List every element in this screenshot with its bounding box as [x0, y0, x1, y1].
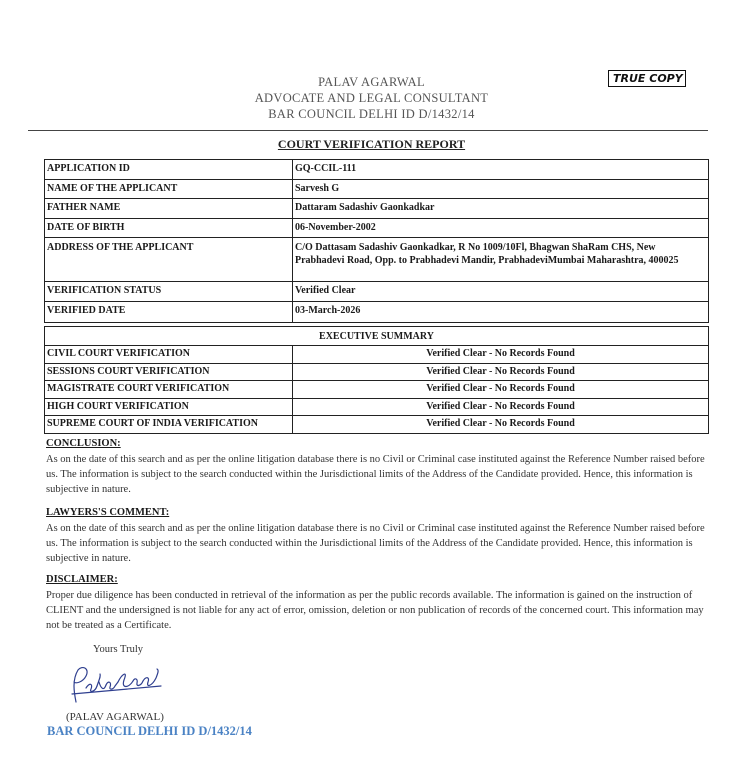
table-row — [45, 199, 709, 219]
table-row — [45, 160, 709, 180]
letterhead-role: ADVOCATE AND LEGAL CONSULTANT — [254, 91, 489, 105]
table-header-row — [45, 327, 709, 346]
summary-row-label: CIVIL COURT VERIFICATION — [45, 346, 293, 364]
summary-row-label: SESSIONS COURT VERIFICATION — [45, 363, 293, 381]
table-row — [45, 301, 709, 322]
summary-row-value: Verified Clear - No Records Found — [293, 363, 709, 381]
lawyers-comment-title: LAWYERS'S COMMENT: — [46, 507, 170, 518]
application-id-value: GQ-CCIL-111 — [293, 160, 709, 180]
summary-row-value: Verified Clear - No Records Found — [293, 346, 709, 364]
signatory-name: (PALAV AGARWAL) — [66, 711, 164, 723]
disclaimer-title: DISCLAIMER: — [46, 574, 118, 585]
conclusion-title: CONCLUSION: — [46, 438, 121, 449]
summary-row-label: HIGH COURT VERIFICATION — [45, 398, 293, 416]
table-row — [45, 346, 709, 364]
signatory-bar-id: BAR COUNCIL DELHI ID D/1432/14 — [47, 724, 252, 738]
application-id-label: APPLICATION ID — [45, 160, 293, 180]
summary-row-value: Verified Clear - No Records Found — [293, 416, 709, 434]
table-row — [45, 238, 709, 282]
summary-row-value: Verified Clear - No Records Found — [293, 381, 709, 399]
table-row — [45, 282, 709, 302]
salutation: Yours Truly — [93, 644, 144, 655]
table-row — [45, 179, 709, 199]
table-row — [45, 218, 709, 238]
applicant-name-value: Sarvesh G — [293, 179, 709, 199]
letterhead-name: PALAV AGARWAL — [318, 75, 425, 89]
verification-status-label: VERIFICATION STATUS — [45, 282, 293, 302]
summary-row-label: SUPREME COURT OF INDIA VERIFICATION — [45, 416, 293, 434]
address-label: ADDRESS OF THE APPLICANT — [45, 238, 293, 282]
applicant-name-label: NAME OF THE APPLICANT — [45, 179, 293, 199]
executive-summary-table — [44, 326, 709, 434]
summary-row-value: Verified Clear - No Records Found — [293, 398, 709, 416]
letterhead-bar-id: BAR COUNCIL DELHI ID D/1432/14 — [268, 107, 475, 121]
handwritten-signature — [66, 662, 166, 708]
dob-value: 06-November-2002 — [293, 218, 709, 238]
true-copy-stamp: TRUE COPY — [608, 70, 686, 87]
father-name-label: FATHER NAME — [45, 199, 293, 219]
header-divider — [28, 130, 708, 131]
dob-label: DATE OF BIRTH — [45, 218, 293, 238]
table-row — [45, 381, 709, 399]
disclaimer-text: Proper due diligence has been conducted in retrieval of the information as per the public records available. The information is gained on the instruction of CLIENT and the undersigned is not liable for any act of error, omission, deletion or non publication of records of the concerned court. This information may not be treated as a Certificate. — [46, 590, 704, 632]
conclusion-text: As on the date of this search and as per the online litigation database there is no Civil or Criminal case instituted against the Reference Number raised before us. The information is subject to the search conducted within the Jurisdictional limits of the Address of the Candidate provided. Hence, this information is subjective in nature. — [46, 454, 705, 496]
table-row — [45, 398, 709, 416]
executive-summary-heading: EXECUTIVE SUMMARY — [45, 327, 709, 346]
summary-row-label: MAGISTRATE COURT VERIFICATION — [45, 381, 293, 399]
address-value: C/O Dattasam Sadashiv Gaonkadkar, R No 1009/10Fl, Bhagwan ShaRam CHS, New Prabhadevi Road, Opp. to Prabhadevi Mandir, PrabhadeviMumbai Maharashtra, 400025 — [293, 238, 709, 282]
father-name-value: Dattaram Sadashiv Gaonkadkar — [293, 199, 709, 219]
table-row — [45, 363, 709, 381]
applicant-details-table — [44, 159, 709, 323]
verification-status-value: Verified Clear — [293, 282, 709, 302]
table-row — [45, 416, 709, 434]
lawyers-comment-text: As on the date of this search and as per the online litigation database there is no Civil or Criminal case instituted against the Reference Number raised before us. The information is subject to the search conducted within the Jurisdictional limits of the Address of the Candidate provided. Hence, this information is subjective in nature. — [46, 523, 705, 565]
report-title: COURT VERIFICATION REPORT — [277, 137, 466, 151]
verified-date-label: VERIFIED DATE — [45, 301, 293, 322]
verified-date-value: 03-March-2026 — [293, 301, 709, 322]
